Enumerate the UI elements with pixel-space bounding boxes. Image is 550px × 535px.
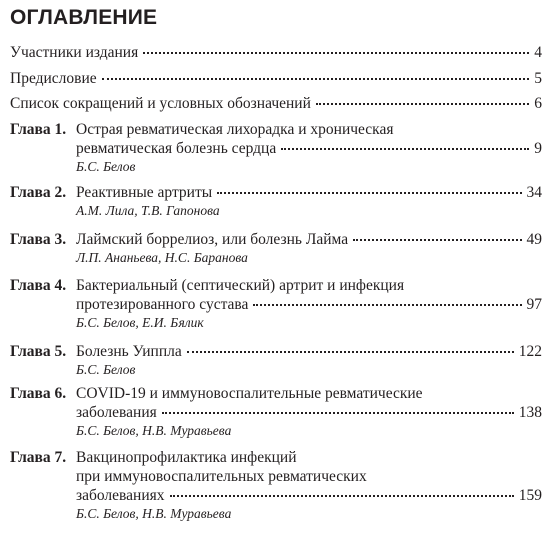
chapter-title-line: Бактериальный (септический) артрит и инфекция [76,277,405,294]
dot-leader [217,191,521,194]
page-number: 122 [518,343,542,360]
dot-leader [102,77,530,80]
chapter-label: Глава 5. [10,343,67,360]
chapter-title-line: заболевания [76,404,157,421]
chapter-label: Глава 4. [10,277,67,294]
toc-entry-chapter-4[interactable] [10,276,542,332]
page-number: 97 [526,296,542,313]
toc-entry-chapter-5[interactable] [10,342,542,379]
entry-title: Список сокращений и условных обозначений [10,95,311,112]
page-number: 34 [526,184,542,201]
chapter-title-line: Болезнь Уиппла [76,343,182,360]
entry-title: Участники издания [10,44,139,61]
toc-entry-participants[interactable] [10,43,542,62]
chapter-label: Глава 1. [10,121,67,138]
toc-entry-chapter-1[interactable] [10,120,542,176]
chapter-label: Глава 2. [10,184,67,201]
chapter-title-line: ревматическая болезнь сердца [76,140,277,157]
chapter-authors: А.М. Лила, Т.В. Гапонова [76,203,220,218]
chapter-title-line: COVID-19 и иммуновоспалительные ревматические [76,385,423,402]
chapter-authors: Б.С. Белов, Н.В. Муравьева [76,506,232,521]
page-number: 138 [518,404,542,421]
chapter-title-line: Острая ревматическая лихорадка и хроническая [76,121,394,138]
page-number: 9 [534,140,542,157]
page-number: 159 [518,487,542,504]
toc-entry-preface[interactable] [10,69,542,88]
toc-entry-chapter-2[interactable] [10,183,542,220]
page-title: ОГЛАВЛЕНИЕ [10,6,158,29]
page-number: 4 [534,44,542,61]
chapter-title-line: Вакцинопрофилактика инфекций [76,449,297,466]
chapter-authors: Б.С. Белов [76,362,136,377]
dot-leader [353,238,521,241]
chapter-label: Глава 6. [10,385,67,402]
dot-leader [281,147,529,150]
dot-leader [316,102,529,105]
chapter-authors: Л.П. Ананьева, Н.С. Баранова [76,250,248,265]
toc-entry-chapter-6[interactable] [10,384,542,440]
page-number: 5 [534,70,542,87]
page-number: 6 [534,95,542,112]
toc-entry-chapter-3[interactable] [10,230,542,267]
page-number: 49 [526,231,542,248]
chapter-title-line: при иммуновоспалительных ревматических [76,468,367,485]
chapter-title-line: Реактивные артриты [76,184,213,201]
chapter-authors: Б.С. Белов [76,159,136,174]
chapter-authors: Б.С. Белов, Е.И. Бялик [76,315,204,330]
chapter-title-line: заболеваниях [76,487,165,504]
entry-title: Предисловие [10,70,97,87]
chapter-label: Глава 7. [10,449,67,466]
chapter-label: Глава 3. [10,231,67,248]
dot-leader [162,411,514,414]
chapter-authors: Б.С. Белов, Н.В. Муравьева [76,423,232,438]
dot-leader [170,494,514,497]
dot-leader [143,51,529,54]
chapter-title-line: протезированного сустава [76,296,249,313]
toc-entry-chapter-7[interactable] [10,448,542,523]
toc-entry-abbreviations[interactable] [10,94,542,113]
dot-leader [187,350,514,353]
dot-leader [253,303,521,306]
chapter-title-line: Лаймский боррелиоз, или болезнь Лайма [76,231,349,248]
